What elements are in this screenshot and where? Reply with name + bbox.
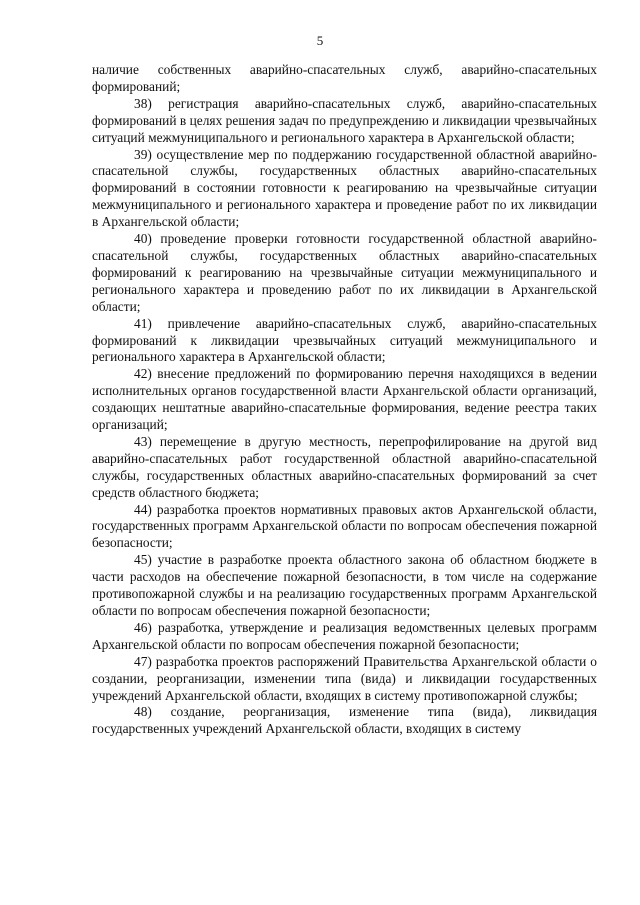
- paragraph-item-45: 45) участие в разработке проекта областного закона об областном бюджете в части расходов на обеспечение пожарной безопасности, в том числе на содержание противопожарной службы и на реализацию государственных программ Архангельской области по вопросам обеспечения пожарной безопасности;: [92, 552, 597, 618]
- page-number: 5: [316, 33, 324, 48]
- paragraph-item-43: 43) перемещение в другую местность, перепрофилирование на другой вид аварийно-спасательных работ государственной областной аварийно-спасательной службы, государственных областных аварийно-спасательных формирований за счет средств областного бюджета;: [92, 433, 597, 500]
- paragraph-item-38: 38) регистрация аварийно-спасательных служб, аварийно-спасательных формирований в целях решения задач по предупреждению и ликвидации чрезвычайных ситуаций межмуниципального и регионального характера в Архангельской области;: [92, 95, 597, 145]
- paragraph-item-44: 44) разработка проектов нормативных правовых актов Архангельской области, государственных программ Архангельской области по вопросам обеспечения пожарной безопасности;: [92, 501, 597, 551]
- paragraph-continuation: наличие собственных аварийно-спасательных служб, аварийно-спасательных формирований;: [92, 62, 597, 94]
- paragraph-item-42: 42) внесение предложений по формированию перечня находящихся в ведении исполнительных органов государственной власти Архангельской области организаций, создающих нештатные аварийно-спасательные формирования, ведение реестра таких организаций;: [92, 366, 597, 433]
- document-body: [92, 62, 597, 738]
- paragraph-item-47: 47) разработка проектов распоряжений Правительства Архангельской области о создании, реорганизации, изменении типа (вида) и ликвидации государственных учреждений Архангельской области, входящих в систему противопожарной службы;: [92, 653, 597, 703]
- paragraph-item-39: 39) осуществление мер по поддержанию государственной областной аварийно-спасательной службы, государственных областных аварийно-спасательных формирований в состоянии готовности к реагированию на чрезвычайные ситуации межмуниципального и регионального характера и проведение работ по их ликвидации в Архангельской области;: [92, 146, 597, 230]
- paragraph-item-41: 41) привлечение аварийно-спасательных служб, аварийно-спасательных формирований к ликвидации чрезвычайных ситуаций межмуниципального и регионального характера в Архангельской области;: [92, 315, 597, 365]
- paragraph-item-46: 46) разработка, утверждение и реализация ведомственных целевых программ Архангельской области по вопросам обеспечения пожарной безопасности;: [92, 619, 597, 652]
- paragraph-item-40: 40) проведение проверки готовности государственной областной аварийно-спасательной службы, государственных областных аварийно-спасательных формирований к реагированию на чрезвычайные ситуации межмуниципального и регионального характера и проведению работ по их ликвидации в Архангельской области;: [92, 231, 597, 314]
- paragraph-item-48: 48) создание, реорганизация, изменение типа (вида), ликвидация государственных учреждений Архангельской области, входящих в систему: [92, 704, 597, 737]
